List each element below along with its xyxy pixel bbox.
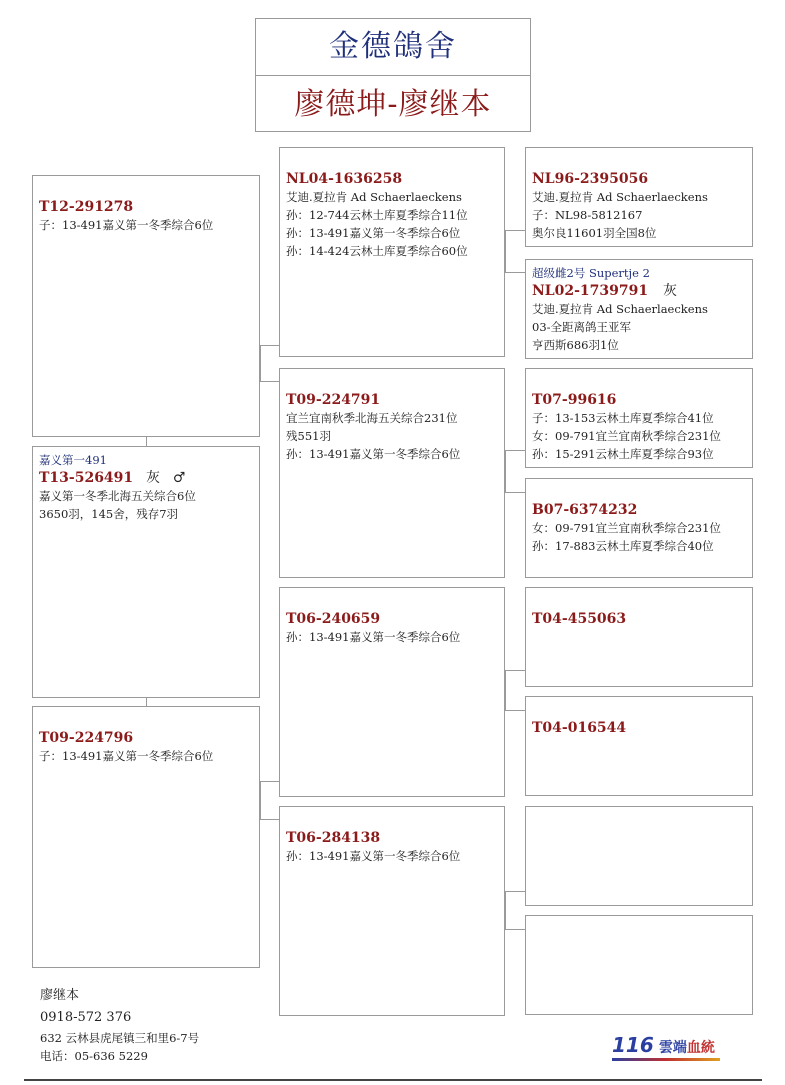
card-line: 孙：15-291云林土库夏季综合93位	[532, 447, 714, 461]
logo-number: 116	[612, 1033, 654, 1057]
connector-line	[260, 345, 279, 346]
card-line: 孙：13-491嘉义第一冬季综合6位	[286, 226, 461, 240]
card-line: 艾迪.夏拉肯 Ad Schaerlaeckens	[286, 190, 462, 204]
ring-number: T13-526491	[39, 470, 134, 486]
ancestor-card-1[interactable]	[525, 147, 753, 247]
ring-number: T06-284138	[286, 830, 381, 846]
header-box	[255, 18, 531, 132]
site-logo	[612, 1033, 715, 1057]
card-line: 孙：17-883云林土库夏季综合40位	[532, 539, 714, 553]
loft-name: 金德鴿舍	[256, 19, 530, 76]
ancestor-ring-row	[532, 282, 746, 300]
card-line: 孙：12-744云林土库夏季综合11位	[286, 208, 468, 222]
contact-address: 632 云林县虎尾镇三和里6-7号	[40, 1031, 200, 1045]
ancestor-card-7[interactable]	[525, 806, 753, 906]
ancestor-card-8[interactable]	[525, 915, 753, 1015]
card-line: 子：13-491嘉义第一冬季综合6位	[39, 218, 214, 232]
connector-line	[505, 670, 525, 671]
connector-line	[505, 670, 506, 710]
card-line: 孙：14-424云林土库夏季综合60位	[286, 244, 468, 258]
connector-line	[260, 819, 279, 820]
subject-ring-row	[39, 469, 253, 487]
ring-number: B07-6374232	[532, 502, 638, 518]
ancestor-card-5[interactable]	[525, 587, 753, 687]
connector-line	[505, 492, 525, 493]
card-line: 艾迪.夏拉肯 Ad Schaerlaeckens	[532, 190, 708, 204]
card-line: 嘉义第一冬季北海五关综合6位	[39, 489, 196, 503]
ring-number: T09-224796	[39, 730, 134, 746]
contact-phone: 0918-572 376	[40, 1010, 132, 1025]
ring-number: T04-016544	[532, 720, 627, 736]
card-line: 女：09-791宜兰宜南秋季综合231位	[532, 521, 721, 535]
ancestor-card-4[interactable]	[525, 478, 753, 578]
ring-number: T06-240659	[286, 611, 381, 627]
connector-line	[146, 698, 147, 706]
card-line: 孙：13-491嘉义第一冬季综合6位	[286, 849, 461, 863]
ring-number: NL02-1739791	[532, 283, 649, 299]
card-line: 孙：13-491嘉义第一冬季综合6位	[286, 630, 461, 644]
ring-number: NL04-1636258	[286, 171, 403, 187]
connector-line	[505, 230, 506, 272]
card-line: 子：13-153云林土库夏季综合41位	[532, 411, 714, 425]
card-line: 亨西斯686羽1位	[532, 338, 619, 352]
color-label: 灰	[146, 470, 161, 486]
gen3-card-a[interactable]	[279, 587, 505, 797]
card-line: 03-全距离鸽王亚军	[532, 320, 632, 334]
logo-text-a: 雲端	[658, 1040, 687, 1056]
ancestor-card-2[interactable]	[525, 259, 753, 359]
connector-line	[505, 450, 506, 492]
ring-number: T09-224791	[286, 392, 381, 408]
sibling-card-top[interactable]	[32, 175, 260, 437]
card-line: 女：09-791宜兰宜南秋季综合231位	[532, 429, 721, 443]
contact-name: 廖继本	[40, 988, 80, 1003]
card-line: 艾迪.夏拉肯 Ad Schaerlaeckens	[532, 302, 708, 316]
color-label: 灰	[663, 283, 677, 299]
footer-divider	[24, 1079, 762, 1081]
connector-line	[505, 230, 525, 231]
dam-card[interactable]	[279, 368, 505, 578]
card-line: 残551羽	[286, 429, 331, 443]
card-line: 孙：13-491嘉义第一冬季综合6位	[286, 447, 461, 461]
card-line: 子：13-491嘉义第一冬季综合6位	[39, 749, 214, 763]
card-line: 宜兰宜南秋季北海五关综合231位	[286, 411, 458, 425]
connector-line	[260, 381, 279, 382]
logo-underline	[612, 1058, 720, 1061]
contact-block	[40, 985, 199, 1065]
logo-text-b: 血統	[686, 1040, 715, 1056]
sex-icon: ♂	[172, 470, 186, 486]
ancestor-card-6[interactable]	[525, 696, 753, 796]
ring-number: T04-455063	[532, 611, 627, 627]
ancestor-card-3[interactable]	[525, 368, 753, 468]
gen3-card-b[interactable]	[279, 806, 505, 1016]
sibling-card-bottom[interactable]	[32, 706, 260, 968]
ring-number: T07-99616	[532, 392, 617, 408]
connector-line	[260, 781, 279, 782]
connector-line	[505, 710, 525, 711]
ring-number: NL96-2395056	[532, 171, 649, 187]
card-line: 3650羽，145舍，残存7羽	[39, 507, 179, 521]
connector-line	[505, 891, 506, 929]
connector-line	[505, 272, 525, 273]
connector-line	[505, 450, 525, 451]
sire-card[interactable]	[279, 147, 505, 357]
ancestor-prefix: 超级雌2号 Supertje 2	[532, 266, 650, 280]
subject-prefix: 嘉义第一491	[39, 453, 107, 467]
ring-number: T12-291278	[39, 199, 134, 215]
connector-line	[260, 781, 261, 819]
card-line: 子：NL98-5812167	[532, 208, 643, 222]
connector-line	[505, 891, 525, 892]
subject-card[interactable]	[32, 446, 260, 698]
connector-line	[260, 345, 261, 381]
connector-line	[146, 437, 147, 446]
connector-line	[505, 929, 525, 930]
card-line: 奥尔良11601羽全国8位	[532, 226, 657, 240]
contact-tel: 电话：05-636 5229	[40, 1049, 148, 1063]
owner-name-title: 廖德坤-廖继本	[294, 87, 492, 122]
